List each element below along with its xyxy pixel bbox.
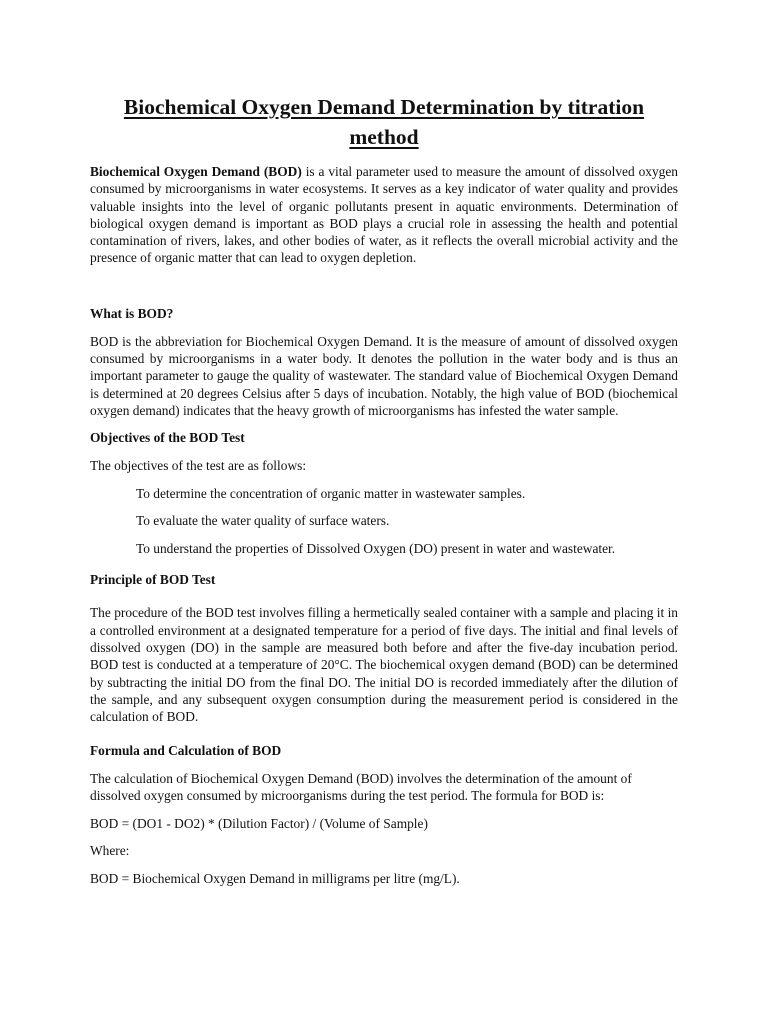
objectives-heading: Objectives of the BOD Test	[90, 430, 245, 446]
formula-where: Where:	[90, 843, 130, 859]
objectives-intro: The objectives of the test are as follows:	[90, 458, 307, 474]
principle-heading: Principle of BOD Test	[90, 572, 216, 588]
objective-item: To understand the properties of Dissolved Oxygen (DO) present in water and wastewater.	[136, 541, 616, 557]
document-page	[90, 92, 678, 898]
principle-paragraph: The procedure of the BOD test involves filling a hermetically sealed container with a sample and placing it in a controlled environment at a designated temperature for a period of five days. The initial and final levels of dissolved oxygen (DO) in the sample are measured both before and after the five-day incubation period. BOD test is conducted at a temperature of 20°C. The biochemical oxygen demand (BOD) can be determined by subtracting the initial DO from the final DO. The initial DO is recorded immediately after the dilution of the sample, and any subsequent oxygen consumption during the measurement period is considered in the calculation of BOD.	[90, 605, 678, 725]
document-title: Biochemical Oxygen Demand Determination by titration method	[123, 95, 645, 149]
objectives-list	[90, 485, 678, 558]
objective-item: To determine the concentration of organic matter in wastewater samples.	[136, 485, 526, 501]
formula-intro: The calculation of Biochemical Oxygen Demand (BOD) involves the determination of the amount of dissolved oxygen consumed by microorganisms during the test period. The formula for BOD is:	[90, 770, 632, 803]
objective-item: To evaluate the water quality of surface waters.	[136, 513, 390, 529]
formula-equation: BOD = (DO1 - DO2) * (Dilution Factor) / (Volume of Sample)	[90, 815, 428, 831]
formula-heading: Formula and Calculation of BOD	[90, 742, 282, 758]
what-is-bod-heading: What is BOD?	[90, 305, 174, 321]
intro-bold-lead: Biochemical Oxygen Demand (BOD)	[90, 164, 302, 179]
formula-definition: BOD = Biochemical Oxygen Demand in milligrams per litre (mg/L).	[90, 871, 460, 887]
what-is-bod-paragraph: BOD is the abbreviation for Biochemical Oxygen Demand. It is the measure of amount of dissolved oxygen consumed by microorganisms in a water body. It denotes the pollution in the water body and is thus an important parameter to gauge the quality of wastewater. The standard value of Biochemical Oxygen Demand is determined at 20 degrees Celsius after 5 days of incubation. Notably, the high value of BOD (biochemical oxygen demand) indicates that the heavy growth of microorganisms has infested the water sample.	[90, 333, 678, 418]
intro-text: is a vital parameter used to measure the amount of dissolved oxygen consumed by microorganisms in water ecosystems. It serves as a key indicator of water quality and provides valuable insights into the level of organic pollutants present in aquatic environments. Determination of biological oxygen demand is important as BOD plays a crucial role in assessing the health and potential contamination of rivers, lakes, and other bodies of water, as it reflects the overall microbial activity and the presence of organic matter that can lead to oxygen depletion.	[90, 164, 678, 266]
intro-paragraph	[90, 163, 678, 267]
